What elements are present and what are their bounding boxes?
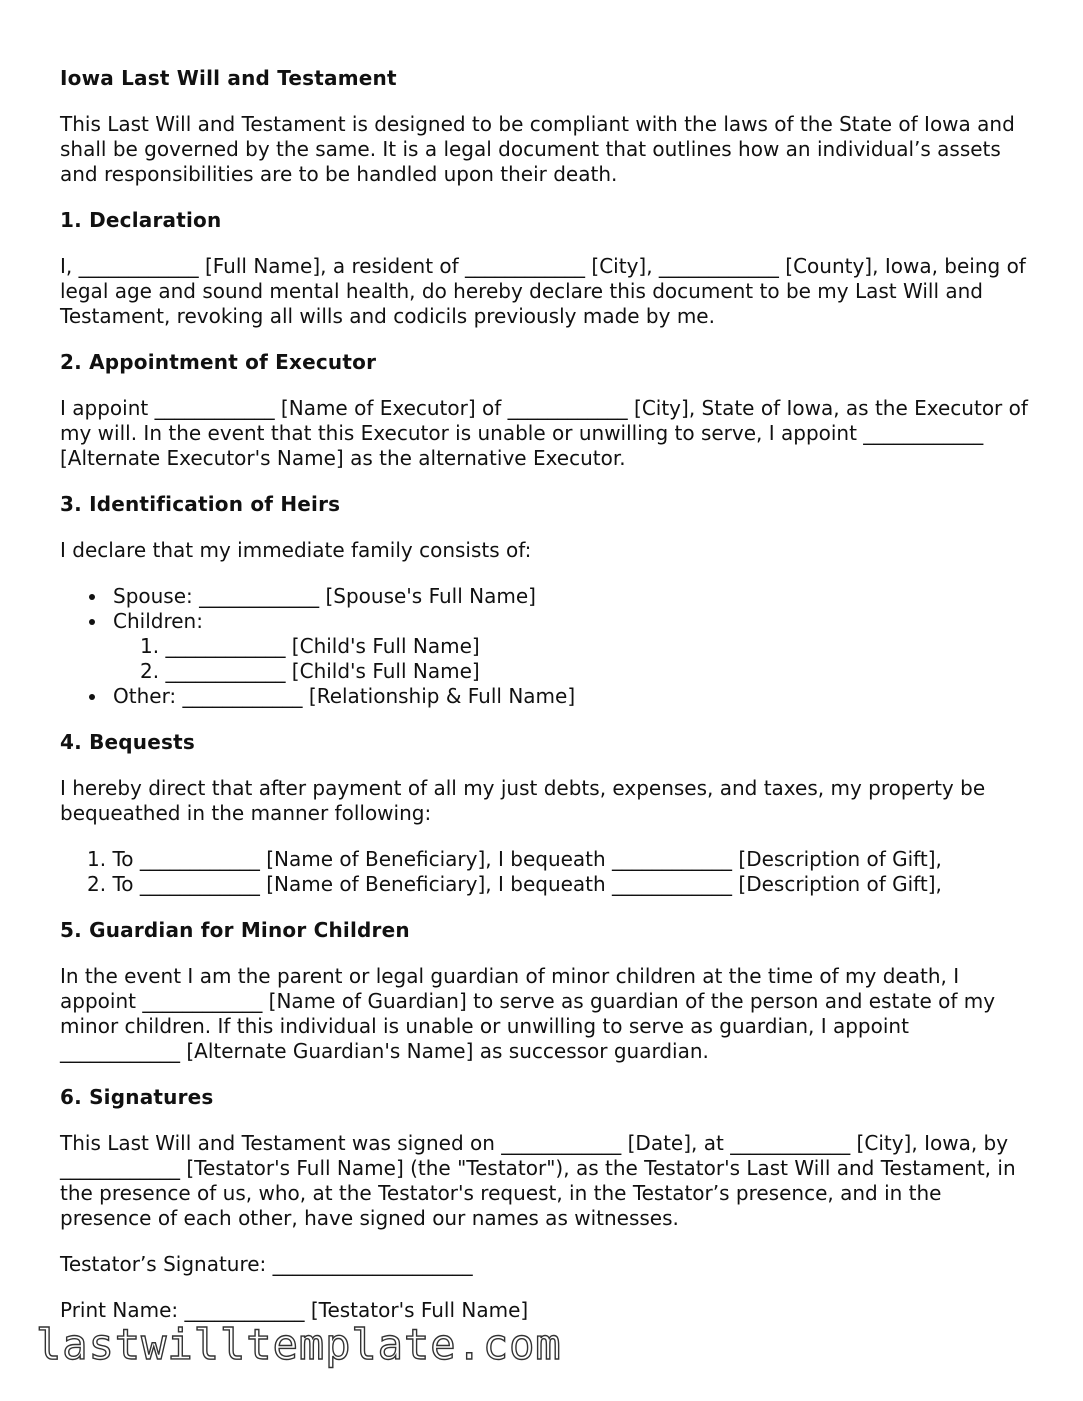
bequests-paragraph: I hereby direct that after payment of all my just debts, expenses, and taxes, my property be bequeathed in the manner following: [60, 776, 986, 825]
bequest-item: 2. To ____________ [Name of Beneficiary], I bequeath ____________ [Description of Gift], [87, 872, 942, 896]
heirs-list [60, 584, 1035, 709]
heirs-paragraph: I declare that my immediate family consists of: [60, 538, 532, 562]
bequest-item: 1. To ____________ [Name of Beneficiary], I bequeath ____________ [Description of Gift], [87, 847, 942, 871]
section-heading-heirs: 3. Identification of Heirs [60, 492, 341, 516]
section-heading-signatures: 6. Signatures [60, 1085, 214, 1109]
child-item: 1. ____________ [Child's Full Name] [140, 634, 480, 658]
testator-signature-line: Testator’s Signature: ____________________ [60, 1252, 473, 1276]
document-title: Iowa Last Will and Testament [60, 66, 397, 90]
section-heading-bequests: 4. Bequests [60, 730, 195, 754]
declaration-paragraph: I, ____________ [Full Name], a resident of ____________ [City], ____________ [County], Iowa, being of legal age and sound mental health, do hereby declare this document to be my Last Will and Testament, revoking all wills and codicils previously made by me. [60, 254, 1026, 328]
intro-paragraph: This Last Will and Testament is designed to be compliant with the laws of the State of Iowa and shall be governed by the same. It is a legal document that outlines how an individual’s assets and responsibilities are to be handled upon their death. [60, 112, 1015, 186]
document-page [60, 66, 1035, 1344]
bequests-list [60, 847, 1035, 897]
executor-paragraph: I appoint ____________ [Name of Executor] of ____________ [City], State of Iowa, as the Executor of my will. In the event that this Executor is unable or unwilling to serve, I appoint ____________ [Alternate Executor's Name] as the alternative Executor. [60, 396, 1028, 470]
children-list [113, 634, 1035, 684]
heir-spouse: Spouse: ____________ [Spouse's Full Name] [60, 584, 1035, 609]
section-heading-executor: 2. Appointment of Executor [60, 350, 377, 374]
children-label: Children: [113, 609, 203, 633]
section-heading-declaration: 1. Declaration [60, 208, 222, 232]
child-item: 2. ____________ [Child's Full Name] [140, 659, 480, 683]
heir-other: Other: ____________ [Relationship & Full Name] [60, 684, 1035, 709]
watermark-text: lastwilltemplate.com [36, 1320, 562, 1369]
section-heading-guardian: 5. Guardian for Minor Children [60, 918, 410, 942]
print-name-line: Print Name: ____________ [Testator's Full Name] [60, 1298, 529, 1322]
signatures-paragraph: This Last Will and Testament was signed on ____________ [Date], at ____________ [City], Iowa, by ____________ [Testator's Full Name] (the "Testator"), as the Testator's Last Will and Testament, in the presence of us, who, at the Testator's request, in the Testator’s presence, and in the presence of each other, have signed our names as witnesses. [60, 1131, 1016, 1230]
guardian-paragraph: In the event I am the parent or legal guardian of minor children at the time of my death, I appoint ____________ [Name of Guardian] to serve as guardian of the person and estate of my minor children. If this individual is unable or unwilling to serve as guardian, I appoint ____________ [Alternate Guardian's Name] as successor guardian. [60, 964, 996, 1063]
heir-children [60, 609, 1035, 684]
